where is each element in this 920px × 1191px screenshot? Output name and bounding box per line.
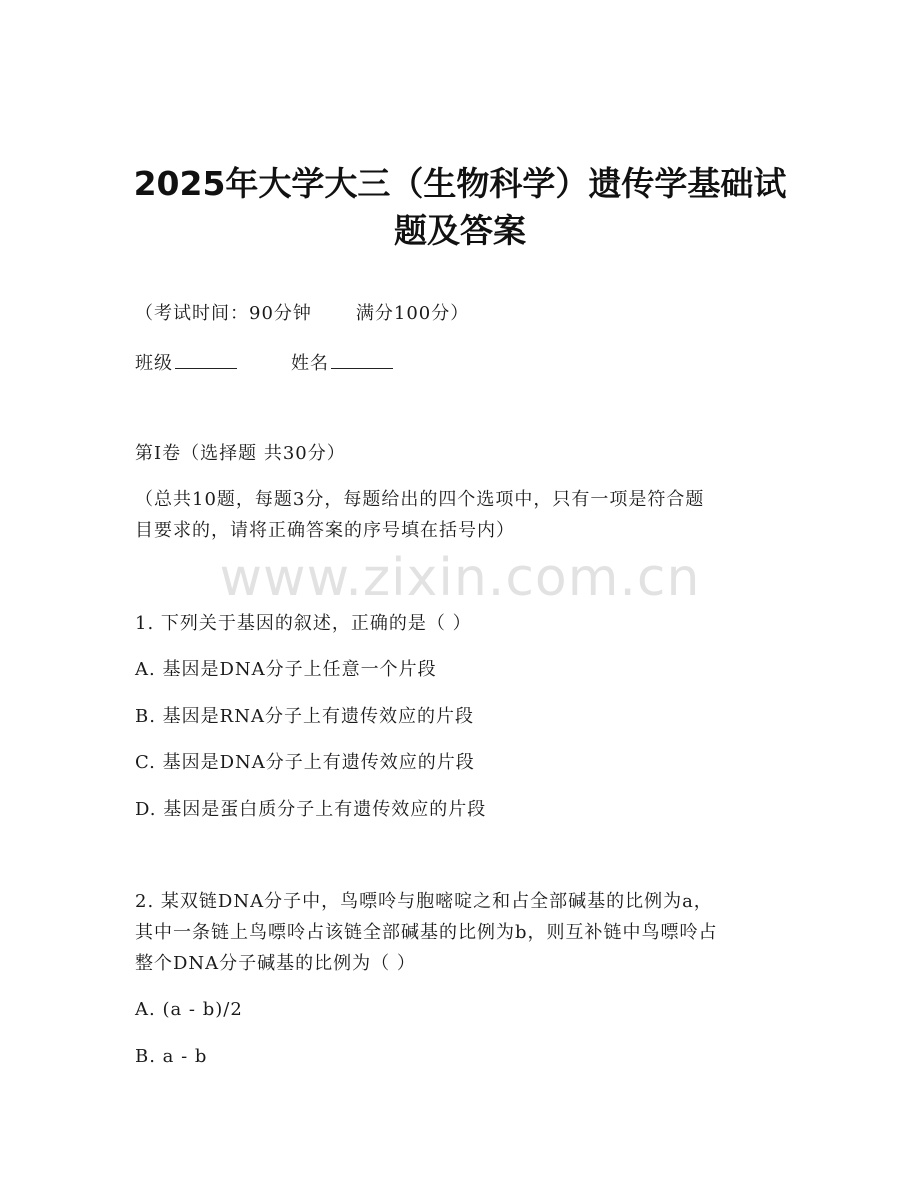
section-heading: 第I卷（选择题 共30分） bbox=[135, 443, 346, 464]
section-instructions-line-1: （总共10题，每题3分，每题给出的四个选项中，只有一项是符合题 bbox=[135, 489, 705, 510]
document-title-line-2: 题及答案 bbox=[394, 211, 526, 250]
student-fields-line bbox=[135, 350, 393, 376]
question-1-option-a: A. 基因是DNA分子上任意一个片段 bbox=[135, 659, 437, 680]
question-2-option-a: A. (a - b)/2 bbox=[135, 999, 243, 1020]
exam-time: （考试时间：90分钟 bbox=[135, 303, 312, 324]
question-1-option-b: B. 基因是RNA分子上有遗传效应的片段 bbox=[135, 706, 474, 727]
question-2-option-b: B. a - b bbox=[135, 1046, 208, 1067]
exam-info-line bbox=[135, 302, 469, 326]
name-blank[interactable] bbox=[331, 350, 393, 369]
section-instructions-line-2: 目要求的，请将正确答案的序号填在括号内） bbox=[135, 520, 515, 541]
question-2-stem-line-2: 其中一条链上鸟嘌呤占该链全部碱基的比例为b，则互补链中鸟嘌呤占 bbox=[135, 922, 718, 943]
full-score: 满分100分） bbox=[355, 303, 470, 324]
question-1-stem: 1. 下列关于基因的叙述，正确的是（ ） bbox=[135, 613, 472, 634]
name-label: 姓名 bbox=[291, 353, 329, 374]
question-1-option-c: C. 基因是DNA分子上有遗传效应的片段 bbox=[135, 752, 475, 773]
class-label: 班级 bbox=[135, 353, 173, 374]
question-2-stem-line-1: 2. 某双链DNA分子中，鸟嘌呤与胞嘧啶之和占全部碱基的比例为a， bbox=[135, 891, 713, 912]
class-blank[interactable] bbox=[175, 350, 237, 369]
question-1-option-d: D. 基因是蛋白质分子上有遗传效应的片段 bbox=[135, 799, 487, 820]
watermark: www.zixin.com.cn bbox=[219, 548, 701, 608]
document-title-line-1: 2025年大学大三（生物科学）遗传学基础试 bbox=[133, 164, 787, 203]
question-2-stem-line-3: 整个DNA分子碱基的比例为（ ） bbox=[135, 953, 416, 974]
